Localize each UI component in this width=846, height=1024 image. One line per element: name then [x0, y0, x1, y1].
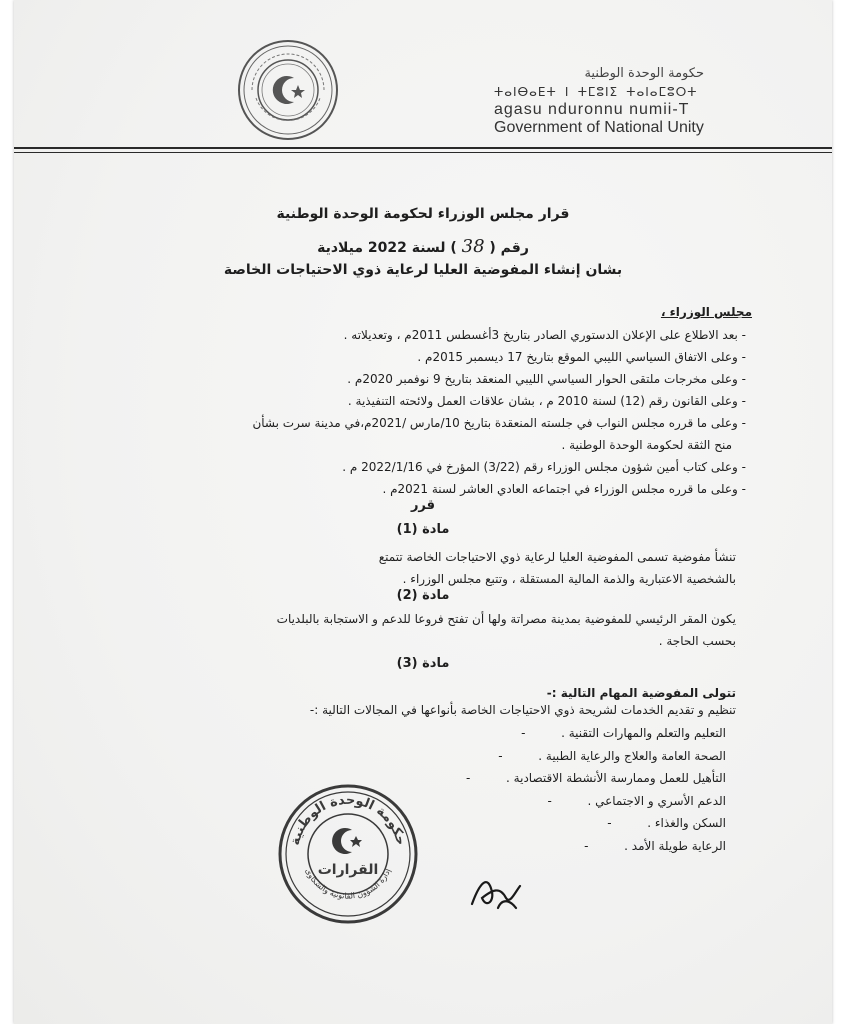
list-dash: -	[498, 748, 503, 763]
article-2-text	[116, 608, 736, 652]
emblem-seal-icon	[236, 38, 340, 142]
document-page	[14, 0, 832, 1024]
stamp-center-text: القرارات	[317, 862, 379, 878]
header-rule-thin	[14, 152, 832, 153]
list-item	[366, 835, 726, 858]
list-item-text: الصحة العامة والعلاج والرعاية الطبية .	[538, 748, 726, 763]
list-dash: -	[607, 816, 612, 830]
preamble-lines	[186, 324, 746, 500]
decision-number-line	[14, 236, 832, 257]
letterhead-berber-latin: agasu nduronnu numii-T	[494, 101, 690, 118]
article-2-heading: مادة (2)	[396, 588, 450, 603]
preamble-line: - وعلى مخرجات ملتقى الحوار السياسي الليبي المنعقد بتاريخ 9 نوفمبر 2020م .	[347, 372, 746, 386]
decision-number: 38	[461, 236, 485, 257]
list-item-text: التعليم والتعلم والمهارات التقنية .	[561, 726, 726, 740]
preamble-line: - وعلى الاتفاق السياسي الليبي الموقع بتاريخ 17 ديسمبر 2015م .	[417, 350, 746, 364]
article-1-line-1: تنشأ مفوضية تسمى المفوضية العليا لرعاية ذوي الاحتياجات الخاصة تتمتع	[378, 550, 736, 564]
list-dash: -	[547, 793, 552, 808]
list-item	[366, 722, 726, 745]
list-dash: -	[584, 838, 589, 853]
preamble-label: مجلس الوزراء ،	[660, 305, 752, 319]
preamble-line: منح الثقة لحكومة الوحدة الوطنية .	[561, 438, 732, 452]
decision-number-prefix: رقم (	[489, 240, 529, 256]
decision-number-suffix: ) لسنة 2022 ميلادية	[317, 240, 457, 256]
article-3-heading: مادة (3)	[396, 656, 450, 671]
list-item-text: السكن والغذاء .	[647, 816, 726, 830]
list-item	[366, 812, 726, 835]
preamble-line: - بعد الاطلاع على الإعلان الدستوري الصادر بتاريخ 3أغسطس 2011م ، وتعديلاته .	[343, 328, 746, 342]
letterhead-arabic: حكومة الوحدة الوطنية	[584, 66, 704, 81]
letterhead-tifinagh: ⵜⴰⵏⴱⴰⴹⵜ ⵏ ⵜⵎⵓⵏⵉ ⵜⴰⵏⴰⵎⵓⵔⵜ	[494, 85, 698, 99]
article-1-line-2: بالشخصية الاعتبارية والذمة المالية المستقلة ، وتتبع مجلس الوزراء .	[402, 572, 736, 586]
list-item-text: التأهيل للعمل وممارسة الأنشطة الاقتصادية .	[506, 771, 726, 785]
header-rule	[14, 147, 832, 149]
decision-title: قرار مجلس الوزراء لحكومة الوحدة الوطنية	[276, 206, 570, 222]
article-1-heading: مادة (1)	[396, 522, 450, 537]
preamble-line: - وعلى كتاب أمين شؤون مجلس الوزراء رقم (3/22) المؤرخ في 2022/1/16 م .	[342, 460, 746, 474]
document-frame	[14, 0, 832, 1024]
letterhead-english: Government of National Unity	[494, 119, 704, 136]
stamp-ring-text: إدارة الشؤون القانونية والشكاوى	[303, 866, 393, 901]
letterhead	[494, 66, 734, 137]
stamp-top-text: حكومة الوحدة الوطنية	[287, 792, 409, 847]
article-3-intro: تتولى المفوضية المهام التالية :-	[546, 686, 736, 700]
list-item-text: الدعم الأسري و الاجتماعي .	[587, 793, 726, 808]
decided-heading: قرر	[410, 498, 436, 513]
list-item-text: الرعاية طويلة الأمد .	[624, 838, 726, 853]
article-2-line-2: بحسب الحاجة .	[658, 634, 736, 648]
preamble-line: - وعلى ما قرره مجلس الوزراء في اجتماعه العادي العاشر لسنة 2021م .	[382, 482, 746, 496]
list-dash: -	[466, 771, 471, 785]
article-1-text	[116, 546, 736, 590]
list-dash: -	[521, 726, 526, 740]
article-3-sub-intro: تنظيم و تقديم الخدمات لشريحة ذوي الاحتياجات الخاصة بأنواعها في المجالات التالية :-	[309, 703, 736, 717]
article-2-line-1: يكون المقر الرئيسي للمفوضية بمدينة مصراتة ولها أن تفتح فروعا للدعم و الاستجابة بالبلديات	[276, 612, 736, 626]
preamble-line: - وعلى القانون رقم (12) لسنة 2010 م ، بشان علاقات العمل ولائحته التنفيذية .	[347, 394, 746, 408]
list-item	[366, 745, 726, 768]
article-3-list	[366, 722, 726, 857]
list-item	[366, 767, 726, 790]
signature-icon	[466, 868, 526, 916]
preamble-line: - وعلى ما قرره مجلس النواب في جلسته المنعقدة بتاريخ 10/مارس /2021م،في مدينة سرت بشأن	[252, 416, 746, 430]
decision-subject: بشان إنشاء المفوضية العليا لرعاية ذوي الاحتياجات الخاصة	[223, 262, 623, 278]
list-item	[366, 790, 726, 813]
decisions-stamp-icon	[276, 782, 420, 926]
